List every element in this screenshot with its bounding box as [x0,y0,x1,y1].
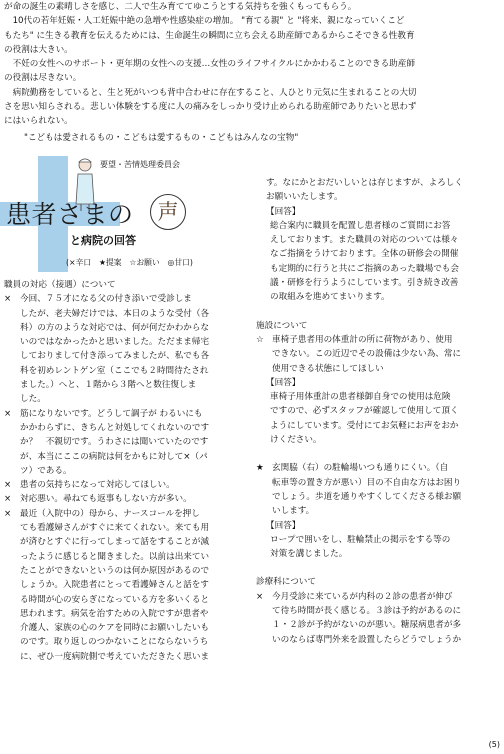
text-line: が済むとすぐに行ってしまって話をすることが減 [20,537,210,548]
section-heading: 職員の対応（接遇）について [4,280,116,290]
intro-line: の役割は尽きない。 [4,73,82,84]
list-item [4,478,248,492]
mark-icon: × [4,408,12,419]
text-line: す。なにかとおだいしいとは存じますが、よろしく [266,178,463,188]
text-line: ツ）である。 [20,465,72,476]
legend: (×辛口 ★提案 ☆お願い ◎甘口) [66,258,193,267]
text-line: ったように感じると聞きました。以前は出来てい [20,551,210,562]
text-line: 総合案内に職員を配置し患者様のご質問にお答 [270,220,451,231]
text-line: いのならば専門外来を設置したらどうでしょうか [272,634,462,645]
text-line: かかわらずに、きちんと対処してくれないのです [20,422,210,433]
text-line: に、ぜひ一度病院側で考えていただきたく思いま [20,651,210,662]
text-line: けください。 [270,435,322,446]
text-line: なご指摘をうけております。全体の研修会の開催 [270,249,459,260]
title-voice-circle: 声 [150,194,186,230]
column-header [0,152,252,276]
text-line: も定期的に行うと共にご指摘のあった職場でも会 [270,263,459,274]
text-line: 対応悪い。尋ねても返事もしない方が多い。 [20,494,192,505]
text-line: お願いいたします。 [266,192,343,203]
mark-icon: × [4,494,12,505]
mark-icon: ☆ [256,334,264,345]
intro-line: にはいられない。 [4,116,73,127]
intro-text [4,0,500,145]
text-line: ました。）へと、１階から３階へと数往復しま [20,380,197,391]
text-line: ロープで囲いをし、駐輪禁止の掲示をする等の [270,534,451,545]
text-line: したが、老夫婦だけでは、本日のような受付（各 [20,308,210,319]
text-line: 介護人、家族の心のケアを同時にお願いしたいも [20,623,210,634]
text-line: 科を初めレントゲン室（ここでも２時間待たされ [20,365,209,376]
text-line: 車椅子患者用の体重計の所に荷物があり、使用 [272,334,453,345]
section-heading: 診療科について [256,577,316,588]
text-line: が、本当にここの病院は何をかもに対して×（パ [20,451,208,462]
mark-icon: ★ [256,463,264,474]
text-line: 患者の気持ちになって対応してほしい。 [20,480,175,491]
list-item [4,292,248,406]
text-line: した。 [20,394,46,405]
text-line: 車椅子用体重計の患者様御自身での使用は危険 [270,392,451,403]
list-item [256,333,500,376]
text-line: て待ち時間が長く感じる。３診は予約があるのに [272,606,462,617]
text-line: 思われます。病気を治すための入院ですが患者や [20,608,209,619]
list-item [256,590,500,647]
mark-icon: × [4,294,12,305]
list-item [256,461,500,518]
text-line: でしょう。歩道を通りやすくしてくださる様お願 [272,491,462,502]
intro-line: もたち" に生きる教育を伝えるためには、生命誕生の瞬間に立ち会える助産師であるからこそできる性教育 [4,30,415,41]
answer-label: 【回答】 [266,520,301,531]
text-line: いします。 [272,506,315,517]
page-number: (5) [488,740,500,749]
page-title: 患者さまの [6,200,134,229]
text-line: しょうか。入院患者にとって看護婦さんと話をす [20,580,209,591]
committee-name: 要望・苦情処理委員会 [100,160,180,169]
intro-line: が命の誕生の素晴しさを感じ、二人で生み育ててゆこうとする気持ちを強くもってもらう。 [4,2,357,12]
mark-icon: × [4,508,12,519]
intro-line: 10代の若年妊娠・人工妊娠中絶の急増や性感染症の増加。 "育てる親" と "将来、親になっていくこど [4,16,405,27]
list-item [4,492,248,506]
text-line: ても看護婦さんがすぐに来てくれない。来ても用 [20,523,210,534]
answer-label: 【回答】 [266,206,301,217]
text-line: 玄関脇（右）の駐輪場いつも通りにくい。（自 [272,463,449,474]
text-line: 最近（入院中の）母から、ナースコールを押し [20,508,200,519]
text-line: の取組みを進めてまいります。 [270,292,390,303]
text-line: ようにしています。受付にてお気軽にお声をおか [270,420,459,431]
text-line: いのではなかったかと思いました。ただまま帰宅 [20,337,210,348]
text-line: できない。この近辺でその設備は少ない為、常に [272,349,462,360]
text-line: 科）の方のような対応では、何が何だかわからな [20,322,210,333]
text-line: 筋になりないです。どうして調子が わるいにも [20,408,203,419]
text-line: 対策を講じました。 [270,549,348,560]
list-item [4,407,248,478]
text-line: 今回、７５才になる父の付き添いで受診しま [20,294,192,305]
intro-line: 病院勤務をしていると、生と死がいつも背中合わせに存在すること、人ひとり元気に生まれることの大切 [4,87,417,98]
mark-icon: × [256,591,264,602]
section-heading: 施設について [256,320,308,331]
text-line: る時間が心の安らぎになっている方を多いくると [20,594,210,605]
text-line: 今月受診に来ているが内科の２診の患者が伸び [272,591,453,602]
text-line: 議・研修を行うようにしています。引き続き改善 [270,278,459,289]
page-subtitle: と病院の回答 [70,234,136,247]
intro-line: の役割は大きい。 [4,44,73,55]
intro-line: さを思い知らされる。悲しい体験をする度に人の痛みをしっかり受け止められる助産師でありたいと思わず [4,102,417,113]
text-line: ですので、必ずスタッフが確認して使用して頂く [270,406,459,417]
text-line: 使用できる状態にしてほしい [272,363,384,374]
text-line: のです。取り返しのつかないことにならないうち [20,637,209,648]
answer-label: 【回答】 [266,377,301,388]
list-item [4,507,248,664]
intro-quote: "こどもは愛されるもの・こどもは愛するもの・こどもはみんなの宝物" [24,132,299,143]
text-line: 転車等の置き方が悪い）目の不自由な方はお困り [272,477,462,488]
text-line: １・２診が予約がないのが悪い。糖尿病患者が多 [272,620,462,631]
text-line: たことができないというのは何か原因があるので [20,565,210,576]
intro-line: 不妊の女性へのサポート・更年期の女性への支援…女性のライフサイクルにかかわることのできる助産師 [4,59,415,70]
text-line: か？ 不親切です。うわさには聞いていたのです [20,437,209,448]
text-line: えしております。また職員の対応のついては様々 [270,235,459,246]
mark-icon: × [4,480,12,491]
text-line: しておりまして付き添ってみましたが、私でも各 [20,351,210,362]
